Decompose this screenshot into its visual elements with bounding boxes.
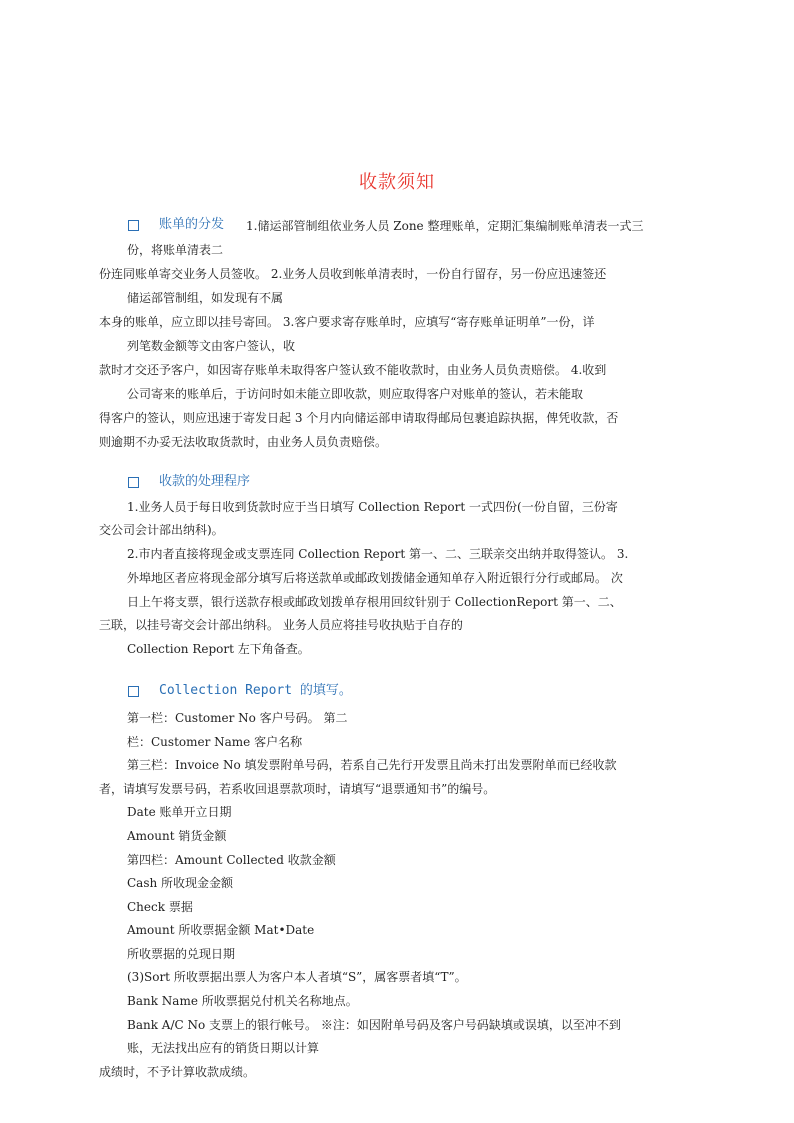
- text-line: 账，无法找出应有的销货日期以计算: [127, 1041, 320, 1055]
- text-line: Amount 销货金额: [127, 829, 227, 843]
- section-heading-procedure: 收款的处理程序: [159, 474, 251, 489]
- text-line: 得客户的签认，则应迅速于寄发日起 3 个月内向储运部申请取得邮局包裹追踪执据，俾凭收款，否: [99, 411, 619, 425]
- checkbox-icon: [128, 686, 139, 697]
- text-line: 储运部管制组，如发现有不属: [127, 291, 284, 305]
- text-line: 份，将账单清表二: [127, 243, 224, 257]
- text-line: 公司寄来的账单后，于访问时如未能立即收款，则应取得客户对账单的签认，若未能取: [127, 387, 584, 401]
- text-line: Bank A/C No 支票上的银行帐号。 ※注：如因附单号码及客户号码缺填或误填，以至冲不到: [127, 1018, 621, 1032]
- text-line: 成绩时，不予计算收款成绩。: [99, 1065, 256, 1079]
- text-line: 1.储运部管制组依业务人员 Zone 整理账单，定期汇集编制账单清表一式三: [246, 219, 644, 233]
- text-line: Amount 所收票据金额 Mat•Date: [127, 923, 315, 937]
- text-line: 者，请填写发票号码，若系收回退票款项时，请填写“退票通知书”的编号。: [99, 782, 496, 796]
- text-line: 所收票据的兑现日期: [127, 947, 236, 961]
- checkbox-icon: [128, 477, 139, 488]
- section-heading-report-filling: Collection Report 的填写。: [159, 683, 352, 698]
- text-line: 则逾期不办妥无法收取货款时，由业务人员负责赔偿。: [99, 435, 388, 449]
- text-line: 交公司会计部出纳科)。: [99, 523, 224, 537]
- text-line: (3)Sort 所收票据出票人为客户本人者填“S”，属客票者填“T”。: [127, 970, 467, 984]
- text-line: 第一栏：Customer No 客户号码。 第二: [127, 711, 348, 725]
- text-line: 外埠地区者应将现金部分填写后将送款单或邮政划拨储金通知单存入附近银行分行或邮局。 次: [127, 571, 623, 585]
- text-line: 日上午将支票，银行送款存根或邮政划拨单存根用回纹针别于 CollectionReport 第一、二、: [127, 595, 622, 609]
- text-line: 份连同账单寄交业务人员签收。 2.业务人员收到帐单清表时，一份自行留存，另一份应迅速签还: [99, 267, 607, 281]
- text-line: Date 账单开立日期: [127, 805, 232, 819]
- text-line: 三联，以挂号寄交会计部出纳科。 业务人员应将挂号收执贴于自存的: [99, 618, 463, 632]
- text-line: Check 票据: [127, 900, 193, 914]
- text-line: Bank Name 所收票据兑付机关名称地点。: [127, 994, 358, 1008]
- text-line: 第三栏：Invoice No 填发票附单号码，若系自己先行开发票且尚未打出发票附单而已经收款: [127, 758, 617, 772]
- text-line: Cash 所收现金金额: [127, 876, 234, 890]
- text-line: 款时才交还予客户，如因寄存账单未取得客户签认致不能收款时，由业务人员负责赔偿。 4.收到: [99, 363, 607, 377]
- text-line: 栏：Customer Name 客户名称: [127, 735, 303, 749]
- section-heading-distribution: 账单的分发: [159, 217, 225, 232]
- text-line: 2.市内者直接将现金或支票连同 Collection Report 第一、二、三联亲交出纳并取得签认。 3.: [127, 547, 629, 561]
- text-line: 1.业务人员于每日收到货款时应于当日填写 Collection Report 一式四份(一份自留，三份寄: [127, 500, 618, 514]
- text-line: 列笔数金额等文由客户签认，收: [127, 339, 296, 353]
- text-line: Collection Report 左下角备查。: [127, 642, 310, 656]
- checkbox-icon: [128, 220, 139, 231]
- page-title: 收款须知: [359, 172, 435, 193]
- text-line: 本身的账单，应立即以挂号寄回。 3.客户要求寄存账单时，应填写“寄存账单证明单”一份，详: [99, 315, 595, 329]
- text-line: 第四栏：Amount Collected 收款金额: [127, 853, 336, 867]
